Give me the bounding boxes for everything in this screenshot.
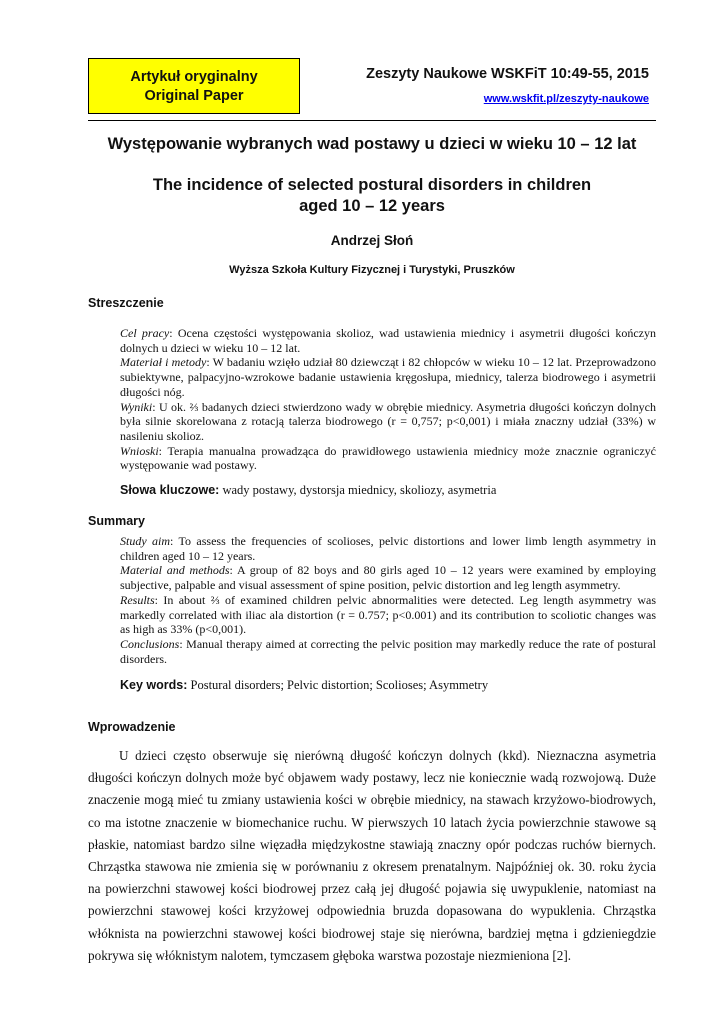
keywords-pl: wady postawy, dystorsja miednicy, skoliozy, asymetria — [222, 483, 497, 497]
intro-paragraph: U dzieci często obserwuje się nierówną długość kończyn dolnych (kkd). Nieznaczna asymetria długości kończyn dolnych może być objawem wady postawy, lecz nie koniecznie wadą rozwojową. Duże znaczenie mogą mieć tu zmiany ustawienia kości w obrębie miednicy, na stawach krzyżowo-biodrowych, co ma istotne znaczenie w biomechanice ruchu. W pierwszych 10 latach życia powierzchnie stawowe są płaskie, natomiast bardzo silne więzadła międzykostne stawiają znaczny opór podczas ruchów biernych. Chrząstka stawowa nie zmienia się w porównaniu z okresem prenatalnym. Najpóźniej ok. 30. roku życia na powierzchni stawowej kości biodrowej przez całą jej długość pojawia się uwypuklenie, natomiast na powierzchni stawowej kości krzyżowej odpowiednia bruzda dopasowana do wypuklenia. Chrząstka włóknista na powierzchni stawowej kości biodrowej staje się nierówna, bardziej mętna i gdzieniegdzie pokrywa się włóknistym nalotem, tymczasem głęboka warstwa pozostaje niezmieniona [2]. — [88, 748, 656, 963]
streszczenie-methods: Materiał i metody: W badaniu wzięło udział 80 dziewcząt i 82 chłopców w wieku 10 – 12 lat. Przeprowadzono subiektywne, palpacyjno-wzrokowe badanie ustawienia kręgosłupa, miednicy, talerza biodrowego i asymetrii długości nóg. — [120, 355, 657, 399]
streszczenie-heading: Streszczenie — [88, 296, 164, 310]
streszczenie-conclusions: Wnioski: Terapia manualna prowadząca do prawidłowego ustawienia miednicy może znacznie ograniczyć występowanie wad postawy. — [120, 443, 656, 473]
article-type-en: Original Paper — [144, 88, 244, 104]
header-divider — [88, 120, 656, 121]
summary-conclusions: Conclusions: Manual therapy aimed at correcting the pelvic position may markedly reduce the rate of postural disorders. — [120, 636, 656, 666]
summary-body — [120, 534, 656, 666]
journal-url-link[interactable]: www.wskfit.pl/zeszyty-naukowe — [483, 93, 649, 105]
keywords-en: Postural disorders; Pelvic distortion; Scolioses; Asymmetry — [190, 678, 489, 692]
summary-aim: Study aim: To assess the frequencies of scolioses, pelvic distortions and lower limb length asymmetry in children aged 10 – 12 years. — [120, 534, 656, 563]
title-polish: Występowanie wybranych wad postawy u dzieci w wieku 10 – 12 lat — [107, 135, 637, 153]
keywords-label-pl: Słowa kluczowe: — [120, 483, 220, 497]
keywords-label-en: Key words: — [120, 678, 188, 692]
intro-heading: Wprowadzenie — [88, 720, 176, 734]
streszczenie-results: Wyniki: U ok. ⅔ badanych dzieci stwierdzono wady w obrębie miednicy. Asymetria długości kończyn dolnych była silnie skorelowana z rotacją talerza biodrowego (r = 0,757; p<0,001) i miała znaczny udział (33%) w nasileniu skolioz. — [120, 399, 656, 443]
summary-keywords — [120, 678, 488, 693]
streszczenie-body — [120, 326, 656, 473]
journal-citation: Zeszyty Naukowe WSKFiT 10:49-55, 2015 — [366, 66, 649, 82]
title-english-line1: The incidence of selected postural disorders in children — [152, 176, 592, 194]
title-english — [88, 175, 656, 217]
author: Andrzej Słoń — [330, 233, 414, 248]
summary-heading: Summary — [88, 514, 145, 528]
article-type-pl: Artykuł oryginalny — [130, 69, 258, 85]
affiliation: Wyższa Szkoła Kultury Fizycznej i Turystyki, Pruszków — [229, 264, 515, 276]
streszczenie-aim: Cel pracy: Ocena częstości występowania skolioz, wad ustawienia miednicy i asymetrii długości kończyn dolnych u dzieci w wieku 10 – 12 lat. — [120, 326, 656, 355]
article-type-badge — [88, 58, 300, 114]
summary-results: Results: In about ⅔ of examined children pelvic abnormalities were detected. Leg length asymmetry was markedly correlated with iliac ala distortion (r = 0.757; p<0.001) and its contribution to scoliotic changes was as high as 33% (p<0,001). — [120, 592, 656, 637]
summary-methods: Material and methods: A group of 82 boys and 80 girls aged 10 – 12 years were examined by employing subjective, palpable and visual assessment of spine position, pelvic distortion and leg length asymmetry. — [120, 563, 656, 593]
title-english-line2: aged 10 – 12 years — [299, 197, 445, 215]
streszczenie-keywords — [120, 483, 496, 498]
